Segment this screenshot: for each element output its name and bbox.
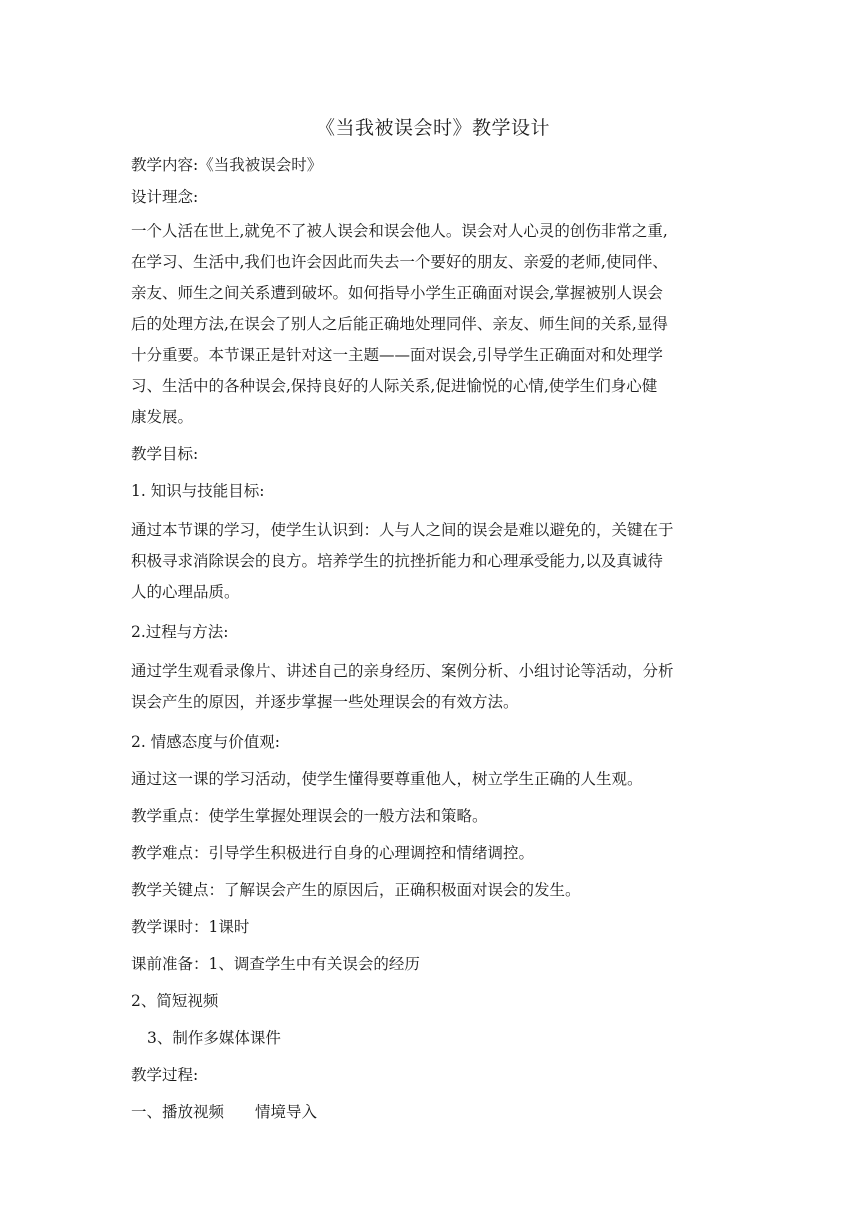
difficulty: 教学难点：引导学生积极进行自身的心理调控和情绪调控。 — [131, 844, 535, 862]
step-1: 一、播放视频 情境导入 — [131, 1103, 318, 1121]
concept-line: 康发展。 — [131, 408, 194, 426]
goals-heading: 教学目标: — [131, 445, 199, 463]
process-heading: 教学过程: — [131, 1066, 199, 1084]
concept-line: 一个人活在世上,就免不了被人误会和误会他人。误会对人心灵的创伤非常之重, — [131, 222, 668, 240]
goal3-line: 通过这一课的学习活动，使学生懂得要尊重他人，树立学生正确的人生观。 — [131, 770, 643, 788]
concept-line: 在学习、生活中,我们也许会因此而失去一个要好的朋友、亲爱的老师,使同伴、 — [131, 253, 668, 271]
goal3-heading: 2. 情感态度与价值观: — [131, 733, 280, 751]
preparation-3: 3、制作多媒体课件 — [147, 1029, 281, 1047]
preparation-2: 2、简短视频 — [131, 992, 219, 1010]
goal1-line: 积极寻求消除误会的良方。培养学生的抗挫折能力和心理承受能力,以及真诚待 — [131, 552, 663, 570]
preparation-1: 课前准备：1、调查学生中有关误会的经历 — [131, 955, 420, 973]
goal2-heading: 2.过程与方法: — [131, 623, 229, 641]
concept-line: 十分重要。本节课正是针对这一主题——面对误会,引导学生正确面对和处理学 — [131, 346, 663, 364]
concept-line: 亲友、师生之间关系遭到破坏。如何指导小学生正确面对误会,掌握被别人误会 — [131, 284, 663, 302]
teaching-content: 教学内容:《当我被误会时》 — [131, 156, 323, 174]
goal2-line: 通过学生观看录像片、讲述自己的亲身经历、案例分析、小组讨论等活动，分析 — [131, 662, 674, 680]
concept-line: 习、生活中的各种误会,保持良好的人际关系,促进愉悦的心情,使学生们身心健 — [131, 377, 658, 395]
concept-paragraph — [131, 216, 735, 433]
concept-heading: 设计理念: — [131, 188, 199, 206]
key-point: 教学重点：使学生掌握处理误会的一般方法和策略。 — [131, 807, 488, 825]
class-hours: 教学课时：1课时 — [131, 918, 250, 936]
goal2-paragraph — [131, 656, 735, 718]
concept-line: 后的处理方法,在误会了别人之后能正确地处理同伴、亲友、师生间的关系,显得 — [131, 315, 668, 333]
goal1-line: 通过本节课的学习，使学生认识到：人与人之间的误会是难以避免的，关键在于 — [131, 521, 674, 539]
goal1-paragraph — [131, 515, 735, 608]
goal2-line: 误会产生的原因，并逐步掌握一些处理误会的有效方法。 — [131, 693, 519, 711]
goal1-heading: 1. 知识与技能目标: — [131, 482, 265, 500]
document-page — [131, 114, 735, 1125]
crux-point: 教学关键点：了解误会产生的原因后，正确积极面对误会的发生。 — [131, 881, 581, 899]
goal1-line: 人的心理品质。 — [131, 583, 240, 601]
document-title: 《当我被误会时》教学设计 — [315, 117, 550, 139]
